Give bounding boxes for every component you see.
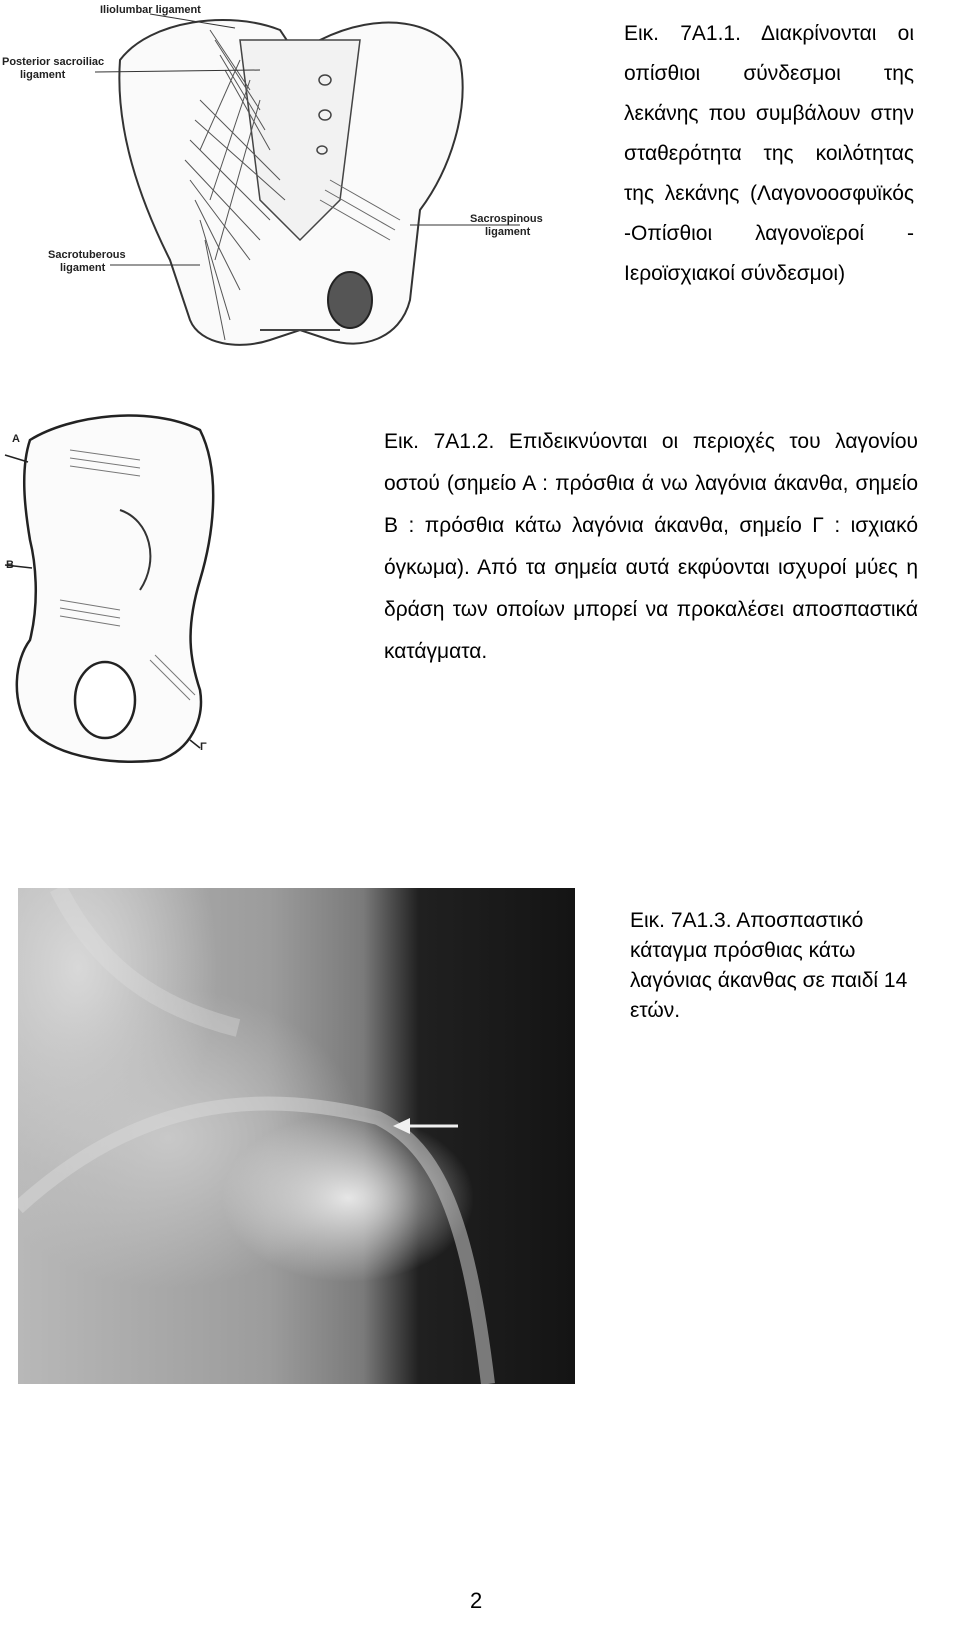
- sacrotuberous-label: Sacrotuberous: [48, 249, 126, 261]
- posterior-sacroiliac-label: Posterior sacroiliac: [2, 56, 105, 68]
- point-b-label: B: [6, 559, 14, 571]
- page-number: 2: [470, 1588, 483, 1613]
- pelvis-ligaments-illustration: [0, 0, 600, 370]
- iliolumbar-label: Iliolumbar ligament: [100, 4, 201, 16]
- xray-image: [18, 888, 575, 1384]
- point-g-label: Γ: [200, 741, 207, 753]
- figure1-caption: Εικ. 7Α1.1. Διακρίνονται οι οπίσθιοι σύνδεσμοι της λεκάνης που συμβάλουν στην σταθερότητα της κοιλότητας της λεκάνης (Λαγονοοσφυϊκός -Οπίσθιοι λαγονοϊεροί - Ιεροϊσχιακοί σύνδεσμοι): [624, 22, 914, 285]
- sacrotuberous-label-2: ligament: [60, 262, 106, 274]
- sacrospinous-label: Sacrospinous: [470, 213, 543, 225]
- figure2-caption: Εικ. 7Α1.2. Επιδεικνύονται οι περιοχές του λαγονίου οστού (σημείο Α : πρόσθια ά νω λαγόνια άκανθα, σημείο Β : πρόσθια κάτω λαγόνια άκανθα, σημείο Γ : ισχιακό όγκωμα). Από τα σημεία αυτά εκφύονται ισχυροί μύες η δράση των οποίων μπορεί να προκαλέσει αποσπαστικά κατάγματα.: [384, 430, 918, 663]
- point-a-label: A: [12, 433, 20, 445]
- xray-overlay: [18, 888, 575, 1384]
- sacrospinous-label-2: ligament: [485, 226, 531, 238]
- posterior-sacroiliac-label-2: ligament: [20, 69, 66, 81]
- figure3-caption: Εικ. 7Α1.3. Αποσπαστικό κάταγμα πρόσθιας κάτω λαγόνιας άκανθας σε παιδί 14 ετών.: [630, 909, 908, 1022]
- hip-bone-illustration: [0, 400, 230, 780]
- hip-bone-figure: [0, 400, 230, 780]
- pelvis-ligaments-figure: [0, 0, 600, 370]
